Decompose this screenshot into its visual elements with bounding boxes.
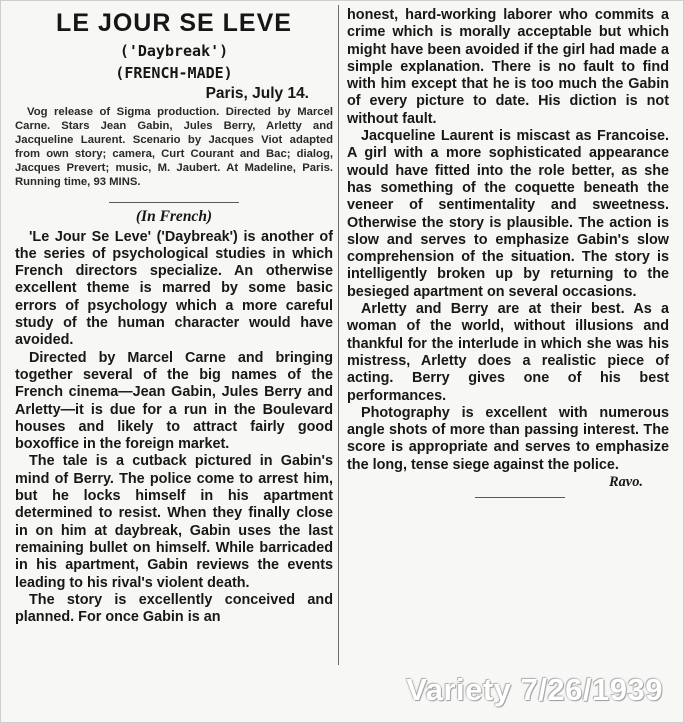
language-note: (In French) [135, 207, 213, 225]
body-paragraph: Arletty and Berry are at their best. As a woman of the world, without illusions and thankful for the interlude in which she was his mistress, Arletty does a realistic piece of acting. Berry gives one of his best performances. [347, 301, 669, 404]
right-column [347, 7, 669, 498]
body-paragraph: Photography is excellent with numerous angle shots of more than passing interest. The score is appropriate and serves to emphasize the long, tense siege against the police. [347, 404, 669, 473]
subtitle: ('Daybreak') [119, 42, 229, 60]
body-paragraph: 'Le Jour Se Leve' ('Daybreak') is another of the series of psychological studies in which French directors specialize. An otherwise excellent theme is marred by some basic errors of psychology which a more careful study of the human character would have avoided. [15, 228, 333, 349]
dateline: Paris, July 14. [205, 85, 309, 102]
end-rule [475, 497, 565, 498]
section-rule [109, 202, 239, 203]
column-divider [338, 5, 339, 665]
origin-label: (FRENCH-MADE) [115, 64, 233, 82]
source-watermark: Variety 7/26/1939 [406, 672, 663, 707]
body-paragraph: The tale is a cutback pictured in Gabin's mind of Berry. The police come to arrest him, but he locks himself in his apartment determined to resist. When they finally close in on him at daybreak, Gabin uses the last remaining bullet on himself. While barricaded in his apartment, Gabin reviews the events leading to his rival's violent death. [15, 453, 333, 591]
body-paragraph: Directed by Marcel Carne and bringing together several of the big names of the French cinema—Jean Gabin, Jules Berry and Arletty—it is due for a run in the Boulevard houses and likely to attract fairly good boxoffice in the foreign market. [15, 349, 333, 453]
body-paragraph: honest, hard-working laborer who commits a crime which is morally acceptable but which might have been avoided if the girl had made a simple explanation. There is no fault to find with him except that he is too much the Gabin of every picture to date. His diction is not without fault. [347, 7, 669, 127]
reviewer-signature: Ravo. [609, 474, 643, 491]
body-paragraph: The story is excellently conceived and planned. For once Gabin is an [15, 591, 333, 626]
body-paragraph: Jacqueline Laurent is miscast as Francoise. A girl with a more sophisticated appearance would have fitted into the role better, as she has something of the coquette beneath the veneer of sentimentality and sweetness. Otherwise the story is plausible. The action is slow and serves to emphasize Gabin's slow comprehension of the situation. The story is intelligently broken up by returning to the besieged apartment on several occasions. [347, 128, 669, 300]
left-column [15, 7, 333, 626]
headline: LE JOUR SE LEVE [56, 9, 292, 37]
credits-paragraph: Vog release of Sigma production. Directed by Marcel Carne. Stars Jean Gabin, Jules Berry, Arletty and Jacqueline Laurent. Scenario by Jacques Viot adapted from own story; camera, Curt Courant and Bac; dialog, Jacques Prevert; music, M. Jaubert. At Madeline, Paris. Running time, 93 MINS. [15, 106, 333, 189]
